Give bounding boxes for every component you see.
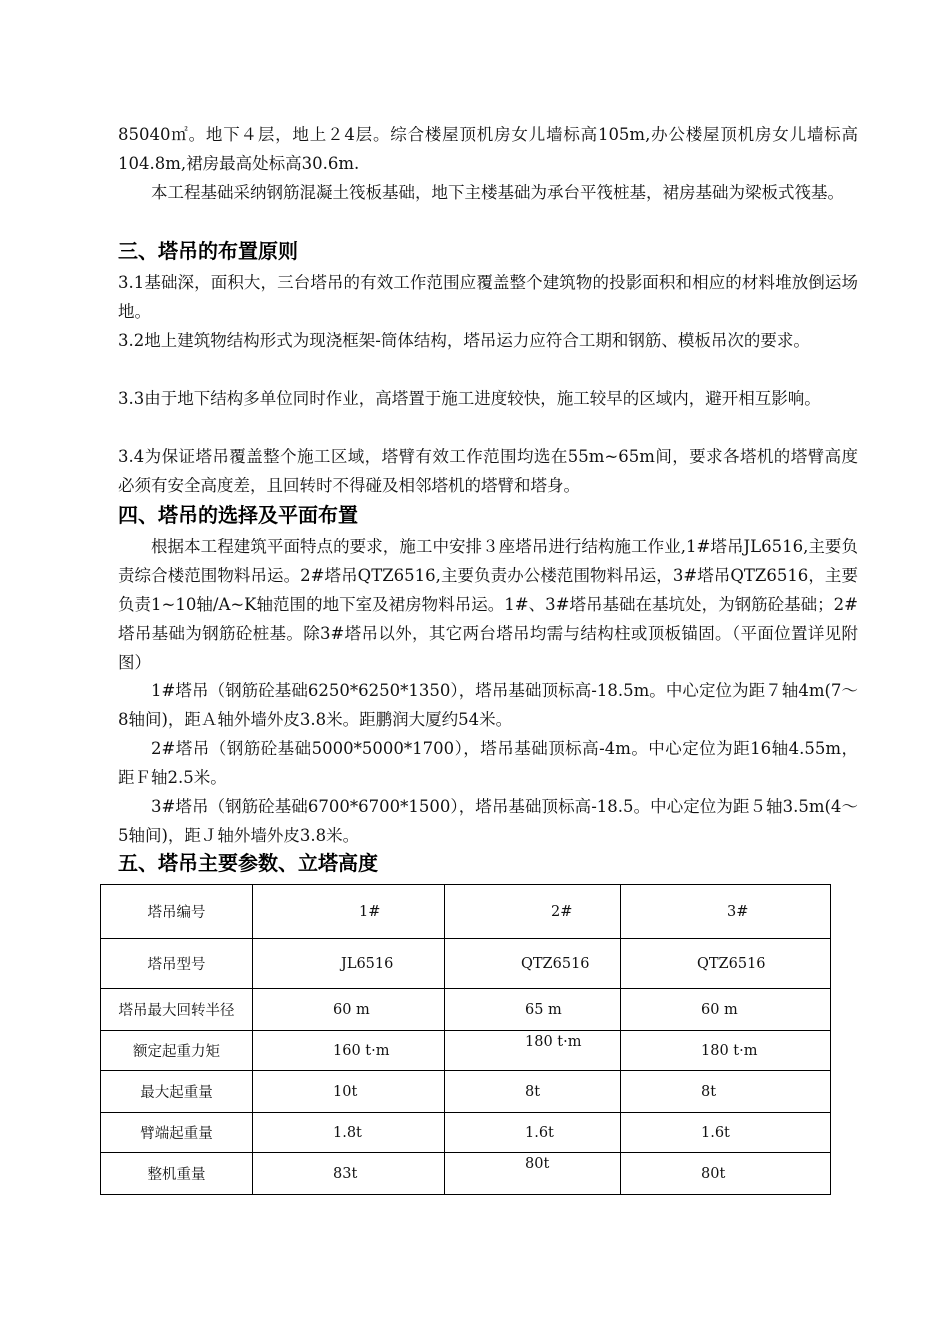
cell-crane-1: 10t xyxy=(253,1071,445,1113)
cell-crane-2: 180 t·m xyxy=(445,1031,621,1071)
section-3-item-1: 3.1基础深，面积大，三台塔吊的有效工作范围应覆盖整个建筑物的投影面积和相应的材料堆放倒运场地。 xyxy=(118,273,858,321)
section-4-paragraph-1: 根据本工程建筑平面特点的要求，施工中安排３座塔吊进行结构施工作业,1#塔吊JL6516,主要负责综合楼范围物料吊运。2#塔吊QTZ6516,主要负责办公楼范围物料吊运，3#塔吊QTZ6516，主要负责1~10轴/A~K轴范围的地下室及裙房物料吊运。1#、3#塔吊基础在基坑处，为钢筋砼基础；2#塔吊基础为钢筋砼桩基。除3#塔吊以外，其它两台塔吊均需与结构柱或顶板锚固。（平面位置详见附图） xyxy=(118,537,858,672)
intro-paragraph-2: 本工程基础采纳钢筋混凝土筏板基础，地下主楼基础为承台平筏桩基，裙房基础为梁板式筏基。 xyxy=(151,183,844,202)
section-5-title: 五、塔吊主要参数、立塔高度 xyxy=(118,851,378,875)
cell-crane-3: QTZ6516 xyxy=(621,939,831,989)
cell-crane-3: 1.6t xyxy=(621,1113,831,1153)
cell-crane-1: 1.8t xyxy=(253,1113,445,1153)
table-row xyxy=(101,1153,831,1195)
section-3-item-2: 3.2地上建筑物结构形式为现浇框架-筒体结构，塔吊运力应符合工期和钢筋、模板吊次的要求。 xyxy=(118,331,810,350)
table-row xyxy=(101,1113,831,1153)
row-label: 最大起重量 xyxy=(101,1071,253,1113)
cell-crane-2: 8t xyxy=(445,1071,621,1113)
cell-crane-2: 1.6t xyxy=(445,1113,621,1153)
cell-crane-3: 8t xyxy=(621,1071,831,1113)
table-row xyxy=(101,1071,831,1113)
cell-crane-3: 60 m xyxy=(621,989,831,1031)
cell-crane-1: JL6516 xyxy=(253,939,445,989)
row-label: 整机重量 xyxy=(101,1153,253,1195)
cell-crane-1: 160 t·m xyxy=(253,1031,445,1071)
cell-crane-3: 3# xyxy=(621,885,831,939)
table-row xyxy=(101,1031,831,1071)
table-row xyxy=(101,939,831,989)
section-4-paragraph-3: 2#塔吊（钢筋砼基础5000*5000*1700），塔吊基础顶标高-4m。中心定位为距16轴4.55m，距Ｆ轴2.5米。 xyxy=(118,739,858,787)
cell-crane-2: 80t xyxy=(445,1153,621,1195)
section-4-paragraph-2: 1#塔吊（钢筋砼基础6250*6250*1350），塔吊基础顶标高-18.5m。中心定位为距７轴4m(7～8轴间)，距Ａ轴外墙外皮3.8米。距鹏润大厦约54米。 xyxy=(118,681,858,729)
cell-crane-3: 80t xyxy=(621,1153,831,1195)
row-label: 额定起重力矩 xyxy=(101,1031,253,1071)
section-4-title: 四、塔吊的选择及平面布置 xyxy=(118,503,358,527)
section-3-title: 三、塔吊的布置原则 xyxy=(118,239,298,263)
section-3-item-3: 3.3由于地下结构多单位同时作业，高塔置于施工进度较快，施工较早的区域内，避开相互影响。 xyxy=(118,389,821,408)
cell-crane-3: 180 t·m xyxy=(621,1031,831,1071)
row-label: 塔吊最大回转半径 xyxy=(101,989,253,1031)
section-4-paragraph-4: 3#塔吊（钢筋砼基础6700*6700*1500），塔吊基础顶标高-18.5。中心定位为距５轴3.5m(4～5轴间)，距Ｊ轴外墙外皮3.8米。 xyxy=(118,797,858,845)
section-3-item-4: 3.4为保证塔吊覆盖整个施工区域，塔臂有效工作范围均选在55m~65m间，要求各塔机的塔臂高度必须有安全高度差，且回转时不得碰及相邻塔机的塔臂和塔身。 xyxy=(118,447,858,495)
intro-paragraph-1: 85040㎡。地下４层，地上２4层。综合楼屋顶机房女儿墙标高105m,办公楼屋顶机房女儿墙标高104.8m,裙房最高处标高30.6m. xyxy=(118,125,858,173)
cell-crane-1: 60 m xyxy=(253,989,445,1031)
cell-crane-2: 65 m xyxy=(445,989,621,1031)
cell-crane-2: QTZ6516 xyxy=(445,939,621,989)
table-row xyxy=(101,885,831,939)
row-label: 臂端起重量 xyxy=(101,1113,253,1153)
crane-parameters-table xyxy=(100,884,831,1195)
row-label: 塔吊编号 xyxy=(101,885,253,939)
cell-crane-1: 1# xyxy=(253,885,445,939)
table-row xyxy=(101,989,831,1031)
cell-crane-1: 83t xyxy=(253,1153,445,1195)
row-label: 塔吊型号 xyxy=(101,939,253,989)
cell-crane-2: 2# xyxy=(445,885,621,939)
